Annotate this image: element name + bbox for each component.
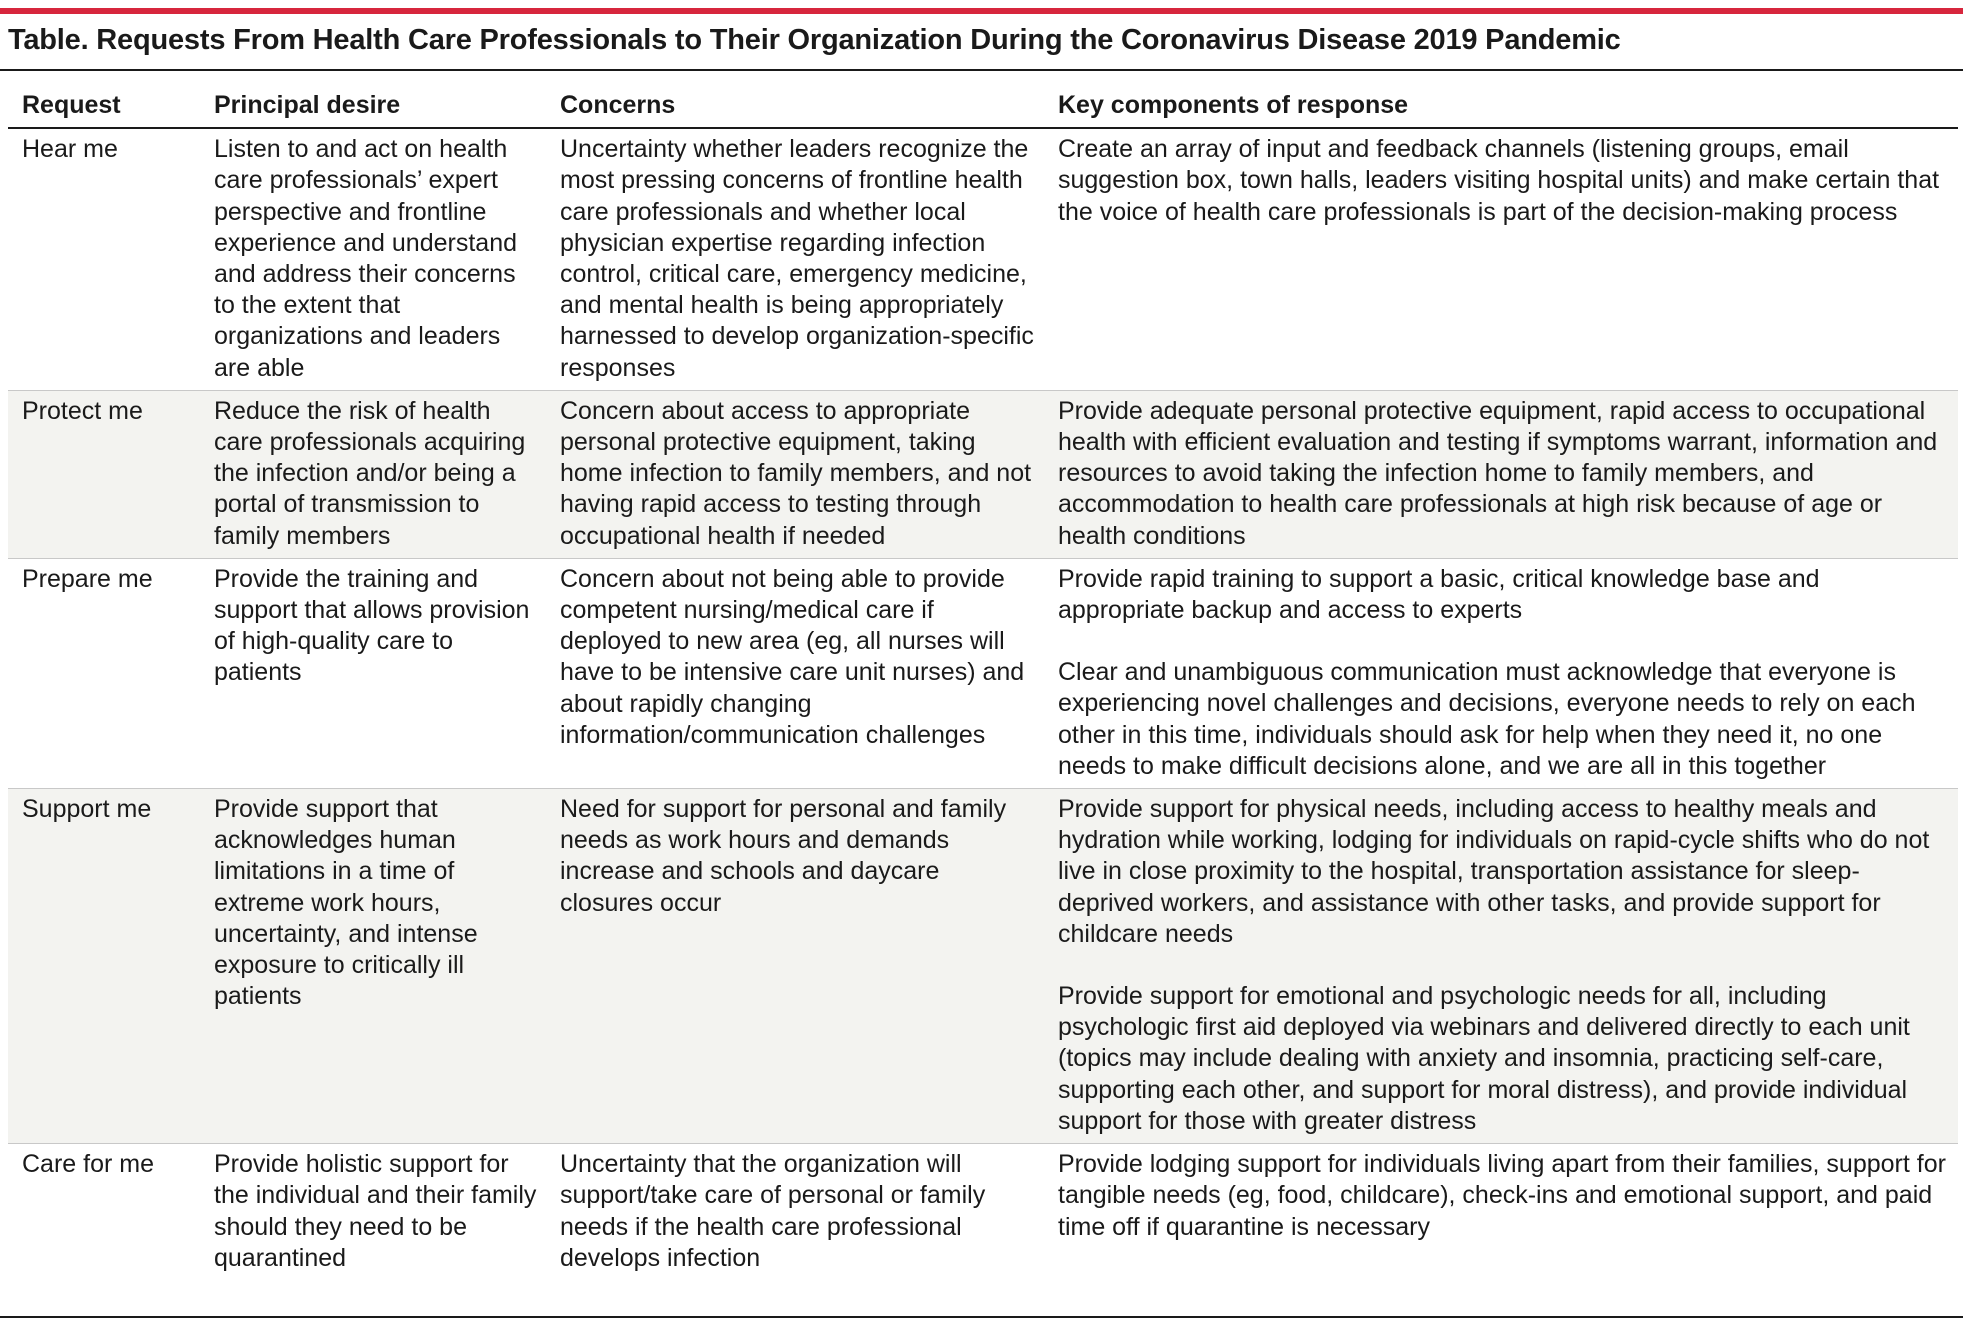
cell-concerns: Concern about access to appropriate personal protective equipment, taking home infection to family members, and not having rapid access to testing through occupational health if needed <box>560 396 1032 550</box>
response-paragraph: Provide rapid training to support a basic, critical knowledge base and appropriate backup and access to experts <box>1058 564 1820 625</box>
cell-principal-desire: Listen to and act on health care professionals’ expert perspective and frontline experience and understand and address their concerns to the extent that organizations and leaders are able <box>214 135 518 382</box>
cell-concerns: Uncertainty whether leaders recognize the most pressing concerns of frontline health care professionals and whether local physician expertise regarding infection control, critical care, emergency medicine, and mental health is being appropriately harnessed to develop organization-specific responses <box>560 135 1034 382</box>
accent-rule <box>0 8 1963 14</box>
cell-request: Protect me <box>22 396 143 425</box>
response-paragraph: Provide support for physical needs, including access to healthy meals and hydration while working, lodging for individuals on rapid-cycle shifts who do not live in close proximity to the hospital, transportation assistance for sleep-deprived workers, and assistance with other tasks, and provide support for childcare needs <box>1058 795 1930 948</box>
response-paragraph: Provide lodging support for individuals living apart from their families, support for tangible needs (eg, food, childcare), check-ins and emotional support, and paid time off if quarantine is necessary <box>1058 1150 1946 1241</box>
table-row <box>8 1144 1958 1280</box>
cell-concerns: Uncertainty that the organization will support/take care of personal or family needs if the health care professional develops infection <box>560 1150 986 1272</box>
cell-request: Support me <box>22 795 152 824</box>
cell-principal-desire: Provide holistic support for the individual and their family should they need to be quarantined <box>214 1150 537 1272</box>
cell-key-components <box>1044 1144 1958 1280</box>
table-row <box>8 558 1958 788</box>
bottom-rule <box>0 1316 1963 1318</box>
cell-concerns: Concern about not being able to provide competent nursing/medical care if deployed to new area (eg, all nurses will have to be intensive care unit nurses) and about rapidly changing information/communication challenges <box>560 564 1025 749</box>
cell-key-components <box>1044 390 1958 558</box>
header-concerns: Concerns <box>560 91 676 119</box>
cell-request: Hear me <box>22 135 118 164</box>
cell-concerns: Need for support for personal and family needs as work hours and demands increase and schools and daycare closures occur <box>560 795 1007 917</box>
table-row <box>8 789 1958 1144</box>
cell-principal-desire: Provide support that acknowledges human limitations in a time of extreme work hours, uncertainty, and intense exposure to critically ill patients <box>214 795 478 1011</box>
cell-key-components <box>1044 558 1958 788</box>
response-paragraph: Provide support for emotional and psychologic needs for all, including psychologic first aid deployed via webinars and delivered directly to each unit (topics may include dealing with anxiety and insomnia, practicing self-care, supporting each other, and support for moral distress), and provide individual support for those with greater distress <box>1058 982 1910 1135</box>
response-paragraph: Provide adequate personal protective equipment, rapid access to occupational health with efficient evaluation and testing if symptoms warrant, information and resources to avoid taking the infection home to family members, and accommodation to health care professionals at high risk because of age or health conditions <box>1058 396 1938 550</box>
cell-request: Care for me <box>22 1150 154 1179</box>
cell-principal-desire: Provide the training and support that allows provision of high-quality care to patients <box>214 564 530 687</box>
title-rule <box>0 69 1963 71</box>
table-row <box>8 128 1958 390</box>
header-request: Request <box>22 91 121 119</box>
cell-key-components <box>1044 128 1958 390</box>
cell-key-components <box>1044 789 1958 1144</box>
header-key-components: Key components of response <box>1058 91 1409 119</box>
cell-principal-desire: Reduce the risk of health care professionals acquiring the infection and/or being a portal of transmission to family members <box>214 396 526 550</box>
header-principal-desire: Principal desire <box>214 91 401 119</box>
requests-table <box>8 82 1958 1280</box>
table-title: Table. Requests From Health Care Professionals to Their Organization During the Coronavirus Disease 2019 Pandemic <box>8 24 1621 56</box>
response-paragraph: Clear and unambiguous communication must acknowledge that everyone is experiencing novel challenges and decisions, everyone needs to rely on each other in this time, individuals should ask for help when they need it, no one needs to make difficult decisions alone, and we are all in this together <box>1058 658 1916 780</box>
table-header-row <box>8 82 1958 128</box>
response-paragraph: Create an array of input and feedback channels (listening groups, email suggestion box, town halls, leaders visiting hospital units) and make certain that the voice of health care professionals is part of the decision-making process <box>1058 135 1940 226</box>
cell-request: Prepare me <box>22 564 153 593</box>
table-row <box>8 390 1958 558</box>
